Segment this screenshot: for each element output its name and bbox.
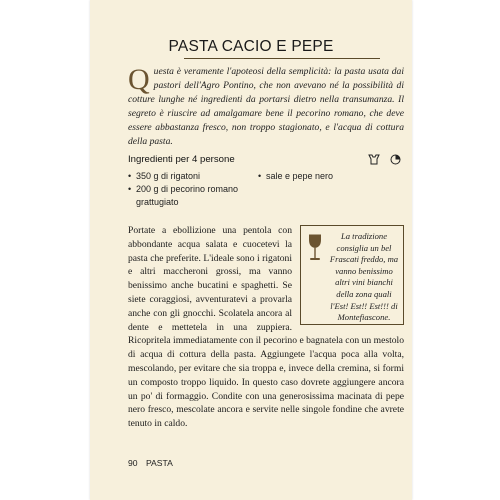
- book-page: [90, 0, 412, 500]
- page-title: PASTA CACIO E PEPE: [168, 38, 334, 55]
- method-text: Portate a ebollizione una pentola con abbondante acqua salata e cuocetevi la pasta che preferite. L'ideale sono i rigatoni e altri maccheroni grossi, ma vanno benissimo anche bucatini e spaghetti. Se siete coraggiosi, avventuratevi a provarla anche con gli gnocchi. Scolatela ancora al dente e mettetela in una zuppiera. Ricopritela immediatamente con il pecorino e bagnatela con un mestolo di acqua di cottura della pasta. Aggiungete l'acqua poca alla volta, mescolando, per evitare che sia troppa e, invece della cremina, si formi un composto troppo liquido. In questo caso dovrete aggiungere ancora un po' di formaggio. Condite con una generosissima macinata di pepe nero fresco, mescolate ancora e servite nelle singole fondine che avrete tenuto in caldo.: [128, 225, 404, 430]
- ingredients-column-1: [128, 170, 258, 209]
- title-underline: [184, 58, 380, 59]
- ingredients-title: Ingredienti per 4 persone: [128, 154, 235, 165]
- method-paragraph: [128, 224, 404, 431]
- intro-paragraph: [128, 65, 404, 149]
- clock-icon: [390, 154, 401, 165]
- ingredient-item: • sale e pepe nero: [258, 170, 358, 183]
- ingredient-item: • 200 g di pecorino romano grattugiato: [128, 183, 258, 209]
- apron-icon: [368, 154, 380, 165]
- section-name: PASTA: [145, 458, 173, 468]
- ingredients-icons: [362, 152, 401, 170]
- ingredients-column-2: [258, 170, 358, 183]
- wine-tip-box: [300, 225, 404, 325]
- wine-tip-text: La tradizione consiglia un bel Frascati freddo, ma vanno benissimo altri vini bianchi della zona quali l'Est! Est!! Est!!! di Montefiascone.: [329, 231, 399, 323]
- intro-text: uesta è veramente l'apoteosi della semplicità: la pasta usata dai pastori dell'Agro Pontino, che non avevano né la possibilità di cotture lunghe né ingredienti da portarsi dietro nella transumanza. Il segreto è riuscire ad amalgamare bene il pecorino romano, che deve essere abbastanza fresco, non troppo stagionato, e l'acqua di cottura della pasta.: [128, 66, 404, 147]
- page-footer: [128, 458, 179, 468]
- page-number: 90: [128, 458, 138, 468]
- drop-cap: Q: [128, 63, 150, 96]
- wine-glass-icon: [307, 234, 323, 262]
- ingredient-item: • 350 g di rigatoni: [128, 170, 258, 183]
